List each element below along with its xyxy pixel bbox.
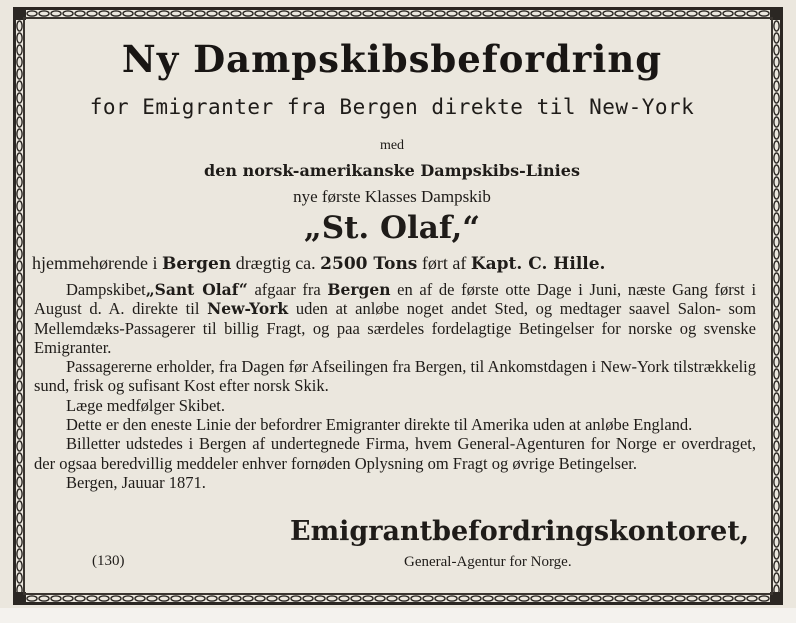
reference-number: (130): [92, 553, 125, 569]
border-pattern-left: [16, 20, 23, 592]
para1-bergen: Bergen: [327, 280, 391, 299]
company-name: den norsk-amerikanske Dampskibs-Linies: [204, 161, 580, 180]
dateline: Bergen, Jauuar 1871.: [66, 472, 206, 492]
ad-med: med: [379, 138, 405, 153]
border-pattern-bottom: [26, 595, 770, 602]
para1-text-c: en af de første otte Dage i Juni, næste Gang først i August d. A. direkte til: [34, 280, 757, 319]
border-pattern-right: [773, 20, 780, 592]
border-pattern-top: [26, 10, 770, 17]
home-line: [32, 253, 762, 274]
home-text-3: ført af: [421, 253, 467, 273]
ad-title: Ny Dampskibsbefordring: [121, 37, 663, 81]
agent-line: General-Agentur for Norge.: [404, 554, 572, 570]
ad-body: [34, 280, 756, 492]
home-text-2: drægtig ca.: [235, 253, 316, 273]
paragraph-departure: [34, 280, 756, 357]
para1-text-a: Dampskibet: [66, 280, 146, 299]
paragraph-only-line: Dette er den eneste Linie der befordrer Emigranter direkte til Amerika uden at anløbe England.: [66, 415, 693, 435]
ship-name: „St. Olaf,“: [303, 210, 481, 246]
paragraph-provisions: Passagererne erholder, fra Dagen før Afseilingen fra Bergen, til Ankomstdagen i New-York tilstrækkelig sund, frisk og sufisant Kost efter norsk Skik.: [34, 357, 756, 396]
ad-subtitle: for Emigranter fra Bergen direkte til New-York: [89, 95, 695, 119]
home-tons: 2500 Tons: [320, 254, 418, 274]
para1-text-b: afgaar fra: [254, 280, 321, 299]
home-bergen: Bergen: [161, 254, 232, 274]
viewer-bottom-strip: [0, 608, 796, 623]
paragraph-tickets: Billetter udstedes i Bergen af undertegnede Firma, hvem General-Agenturen for Norge er overdraget, der ogsaa beredvillig meddeler enhver fornøden Oplysning om Fragt og øvrige Betingelser.: [34, 434, 756, 473]
para1-text-d: uden at anløbe noget andet Sted, og medtager saavel Salon- som Mellemdæks-Passagerer til billig Fragt, og paa særdeles fordelagtige Betingelser for norske og svenske Emigranter.: [34, 299, 756, 357]
para1-ship: „Sant Olaf“: [145, 280, 248, 299]
first-class-line: nye første Klasses Dampskib: [293, 187, 491, 206]
home-text-1: hjemmehørende i: [32, 253, 158, 273]
para1-new-york: New-York: [207, 299, 289, 319]
paragraph-doctor: Læge medfølger Skibet.: [66, 395, 226, 415]
home-captain: Kapt. C. Hille.: [470, 254, 606, 274]
advertisement: [24, 18, 760, 588]
signature: Emigrantbefordringskontoret,: [290, 516, 750, 547]
